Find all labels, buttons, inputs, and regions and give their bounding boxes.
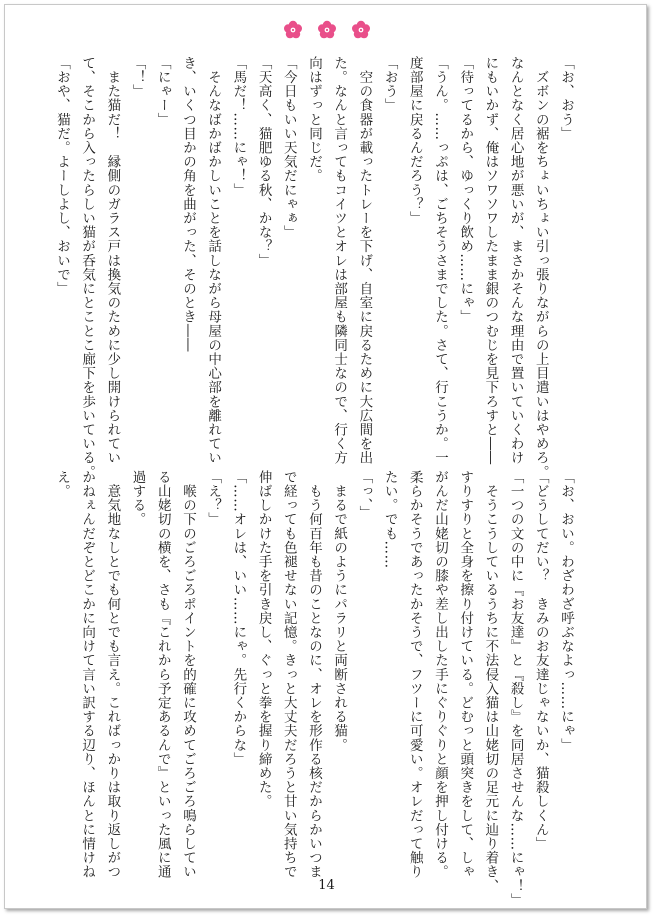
text-line: 過する。 (129, 470, 146, 527)
text-line: 「にゃー」 (154, 56, 171, 127)
text-line: 「今日もいい天気だにゃぁ」 (280, 56, 297, 240)
text-line: 「っ、」 (356, 470, 373, 520)
text-line: 意気地なしとでも何とでも言え。こればっかりは取り返しがつ (104, 470, 121, 879)
text-line: 「！」 (129, 56, 146, 99)
text-line: 空の食器が載ったトレーを下げ、自室に戻るために大広間を出 (356, 56, 373, 465)
text-line: き、いくつ目かの角を曲がった、そのとき―― (179, 56, 196, 353)
text-line: 「天高く、猫肥ゆる秋、かな？」 (255, 56, 272, 268)
text-line: 「おや、猫だ。よーしよし、おいで」 (53, 56, 70, 296)
text-line: 「待ってるから、ゆっくり飲め……にゃ」 (457, 56, 474, 324)
text-line: にもいかず、俺はソワソワしたまま銀のつむじを見下ろすと―― (482, 56, 499, 465)
text-line: ズボンの裾をちょいちょい引っ張りながらの上目遣いはやめろ。 (532, 56, 549, 479)
text-line: で経っても色褪せない記憶。きっと大丈夫だろうと甘い気持ちで (280, 470, 297, 879)
text-line: そんなばかばかしいことを話しながら母屋の中心部を離れてい (205, 56, 222, 465)
text-line: 「……オレは、いい……にゃ。先行くからな」 (230, 470, 247, 767)
text-line: る山姥切の横を、さも『これから予定あるんで』といった風に通 (154, 470, 171, 879)
text-line: かねぇんだぞとどこかに向けて言い訳する辺り、ほんとに情けね (79, 470, 96, 879)
text-line: もう何百年も昔のことなのに、オレを形作る核だからかいつま (305, 470, 322, 879)
text-line: 喉の下のごろごろポイントを的確に攻めてごろごろ鳴らしてい (179, 470, 196, 879)
text-line: すりすりと全身を擦り付けている。どむっと頭突きをして、しゃ (457, 470, 474, 879)
text-line: そうこうしているうちに不法侵入猫は山姥切の足元に辿り着き、 (482, 470, 499, 893)
text-line: まるで紙のようにパラリと両断される猫。 (331, 470, 348, 752)
text-line: なんとなく居心地が悪いが、まさかそんな理由で置いていくわけ (507, 56, 524, 465)
flower-icon (317, 20, 337, 40)
upper-text-block (53, 56, 578, 479)
text-line: 向はずっと同じだ。 (305, 56, 322, 183)
text-line: て、そこから入ったらしい猫が呑気にとことこ廊下を歩いている。 (79, 56, 96, 479)
text-line: 「おう」 (381, 56, 398, 113)
text-line: 柔らかそうであったかそうで、フツーに可愛い。オレだって触り (406, 470, 423, 879)
text-line: た。なんと言ってもコイツとオレは部屋も隣同士なので、行く方 (331, 56, 348, 465)
text-line: また猫だ！ 縁側のガラス戸は換気のために少し開けられてい (104, 56, 121, 465)
flower-icon (283, 20, 303, 40)
flower-ornaments (0, 20, 653, 44)
text-line: たい。でも…… (381, 470, 398, 569)
text-line: がんだ山姥切の膝や差し出した手にぐりぐりと顔を押し付ける。 (431, 470, 448, 879)
text-line: 度部屋に戻るんだろう？」 (406, 56, 423, 226)
text-line: 「どうしてだい？ きみのお友達じゃないか、猫殺しくん」 (532, 470, 549, 851)
flower-icon (351, 20, 371, 40)
text-line: 「うん。……っぷは、ごちそうさまでした。さて、行こうか。一 (431, 56, 448, 465)
page-number: 14 (318, 878, 335, 893)
text-line: え。 (53, 470, 70, 499)
text-line: 「一つの文の中に『お友達』と『殺し』を同居させんな……にゃ！」 (507, 470, 524, 908)
text-line: 「お、おう」 (558, 56, 574, 141)
text-line: 伸ばしかけた手を引き戻し、ぐっと拳を握り締めた。 (255, 470, 272, 809)
text-line: 「え？」 (205, 470, 222, 527)
text-line: 「お、おい。わざわざ呼ぶなよっ……にゃ」 (558, 470, 574, 752)
text-line: 「馬だ！……にゃ！」 (230, 56, 247, 197)
